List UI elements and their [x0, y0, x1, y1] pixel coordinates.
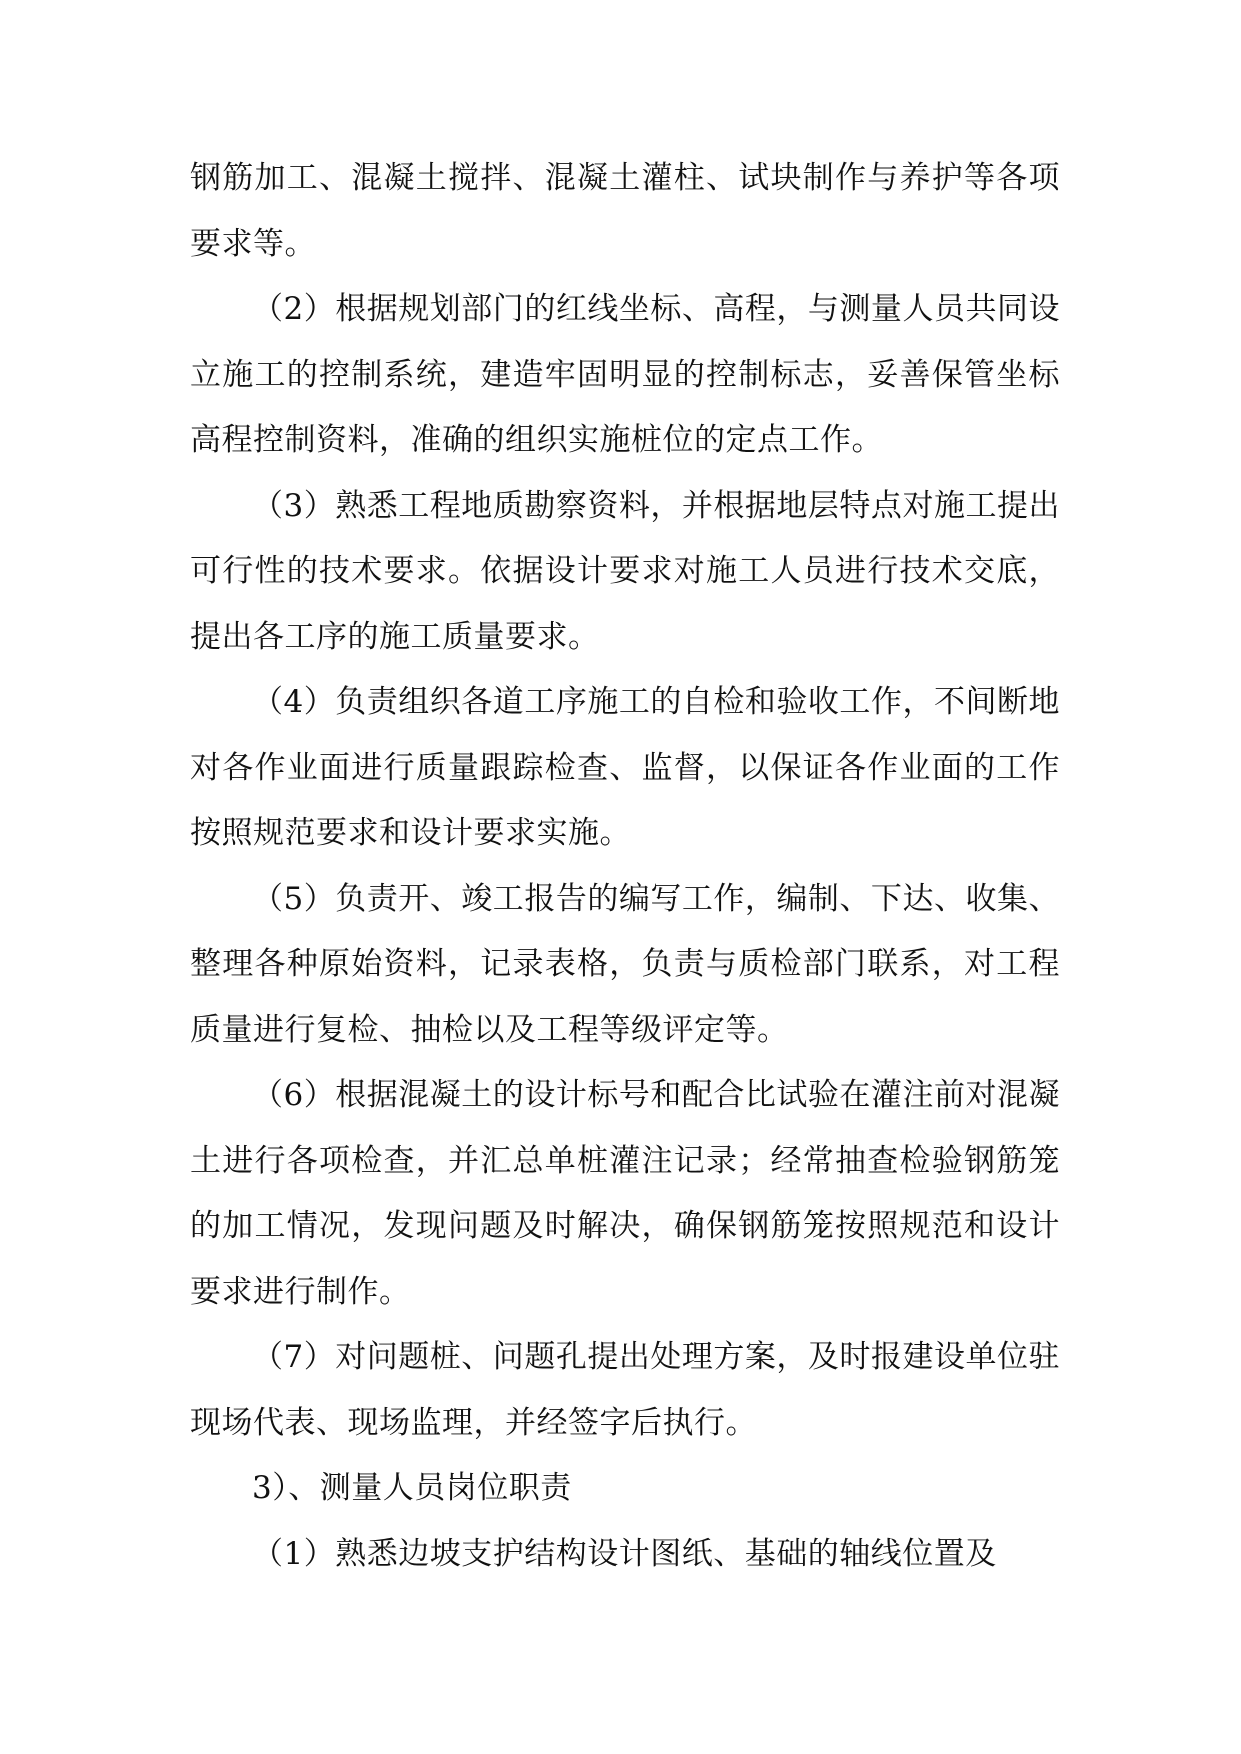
document-body — [190, 146, 1060, 1587]
paragraph-item-6: （6）根据混凝土的设计标号和配合比试验在灌注前对混凝土进行各项检查，并汇总单桩灌注记录；经常抽查检验钢筋笼的加工情况，发现问题及时解决，确保钢筋笼按照规范和设计要求进行制作。 — [190, 1077, 1060, 1310]
paragraph-item-2: （2）根据规划部门的红线坐标、高程，与测量人员共同设立施工的控制系统，建造牢固明显的控制标志，妥善保管坐标高程控制资料，准确的组织实施桩位的定点工作。 — [190, 291, 1060, 458]
paragraph-item-4: （4）负责组织各道工序施工的自检和验收工作，不间断地对各作业面进行质量跟踪检查、监督，以保证各作业面的工作按照规范要求和设计要求实施。 — [190, 684, 1060, 851]
paragraph-continuation: 钢筋加工、混凝土搅拌、混凝土灌柱、试块制作与养护等各项要求等。 — [190, 160, 1060, 262]
paragraph-item-5: （5）负责开、竣工报告的编写工作，编制、下达、收集、整理各种原始资料，记录表格，负责与质检部门联系，对工程质量进行复检、抽检以及工程等级评定等。 — [190, 880, 1060, 1048]
paragraph-item-3: （3）熟悉工程地质勘察资料，并根据地层特点对施工提出可行性的技术要求。依据设计要求对施工人员进行技术交底，提出各工序的施工质量要求。 — [190, 487, 1060, 655]
paragraph-item-1: （1）熟悉边坡支护结构设计图纸、基础的轴线位置及 — [252, 1535, 997, 1572]
paragraph-item-7: （7）对问题桩、问题孔提出处理方案，及时报建设单位驻现场代表、现场监理，并经签字后执行。 — [190, 1339, 1060, 1441]
section-heading: 3）、测量人员岗位职责 — [252, 1470, 572, 1506]
